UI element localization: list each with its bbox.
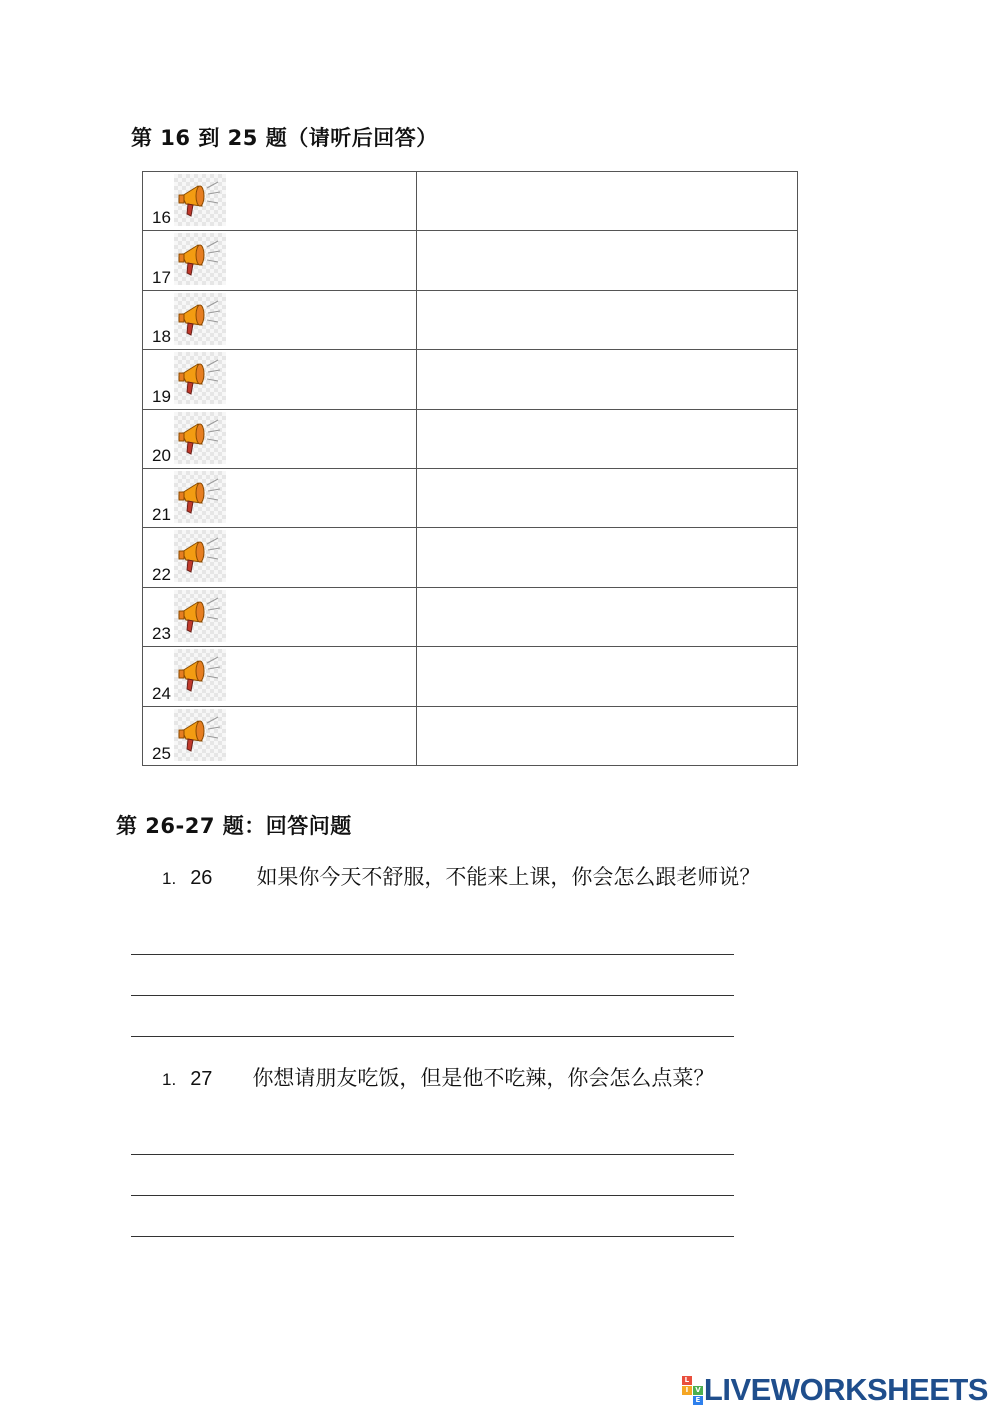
answer-line-27-2[interactable] [131,1195,734,1196]
megaphone-icon [174,412,226,464]
section-title-26-27: 第 26-27 题：回答问题 [116,814,352,838]
table-row [143,172,797,231]
play-audio-button[interactable] [174,649,226,701]
question-no: 27 [190,1068,213,1090]
megaphone-icon [174,649,226,701]
table-row [143,469,797,528]
question-index: 1. [162,1070,177,1089]
audio-cell [143,469,417,527]
audio-cell [143,588,417,646]
section-title-16-25: 第 16 到 25 题（请听后回答） [131,126,438,150]
question-number: 19 [152,386,171,406]
answer-line-26-2[interactable] [131,995,734,996]
logo-spacer [693,1376,703,1385]
logo-letter-block: V [693,1386,703,1395]
answer-line-27-1[interactable] [131,1154,734,1155]
play-audio-button[interactable] [174,590,226,642]
liveworksheets-logo-icon [682,1376,702,1404]
answer-cell[interactable] [417,410,797,468]
play-audio-button[interactable] [174,412,226,464]
answer-cell[interactable] [417,172,797,230]
play-audio-button[interactable] [174,233,226,285]
answer-cell[interactable] [417,707,797,766]
megaphone-icon [174,352,226,404]
play-audio-button[interactable] [174,530,226,582]
question-number: 24 [152,683,171,703]
question-number: 23 [152,624,171,644]
answer-cell[interactable] [417,647,797,705]
table-row [143,588,797,647]
question-text: 你想请朋友吃饭，但是他不吃辣，你会怎么点菜？ [252,1066,715,1090]
brand-name: LIVEWORKSHEETS [703,1372,988,1407]
megaphone-icon [174,471,226,523]
question-number: 25 [152,743,171,763]
logo-letter-block: L [682,1376,692,1385]
answer-cell[interactable] [417,588,797,646]
play-audio-button[interactable] [174,471,226,523]
answer-cell[interactable] [417,469,797,527]
play-audio-button[interactable] [174,352,226,404]
table-row [143,231,797,290]
logo-spacer [682,1396,692,1405]
audio-cell [143,350,417,408]
question-number [162,866,212,890]
table-row [143,707,797,766]
answer-line-26-3[interactable] [131,1036,734,1037]
table-row [143,291,797,350]
audio-cell [143,291,417,349]
question-26 [162,861,760,891]
table-row [143,410,797,469]
listening-table [142,171,798,766]
audio-cell [143,410,417,468]
audio-cell [143,231,417,289]
question-number: 21 [152,505,171,525]
question-number: 18 [152,327,171,347]
question-index: 1. [162,869,177,888]
audio-cell [143,707,417,766]
play-audio-button[interactable] [174,293,226,345]
audio-cell [143,528,417,586]
table-row [143,350,797,409]
logo-letter-block: I [682,1386,692,1395]
megaphone-icon [174,233,226,285]
answer-line-27-3[interactable] [131,1236,734,1237]
question-number: 16 [152,208,171,228]
question-27 [162,1062,714,1092]
megaphone-icon [174,293,226,345]
question-no: 26 [190,867,213,889]
answer-cell[interactable] [417,231,797,289]
table-row [143,528,797,587]
play-audio-button[interactable] [174,709,226,761]
megaphone-icon [174,709,226,761]
answer-cell[interactable] [417,350,797,408]
question-number: 20 [152,445,171,465]
answer-cell[interactable] [417,528,797,586]
question-number: 17 [152,267,171,287]
liveworksheets-brand [682,1373,988,1407]
audio-cell [143,172,417,230]
answer-line-26-1[interactable] [131,954,734,955]
answer-cell[interactable] [417,291,797,349]
megaphone-icon [174,530,226,582]
question-number [162,1067,212,1091]
megaphone-icon [174,174,226,226]
audio-cell [143,647,417,705]
table-row [143,647,797,706]
megaphone-icon [174,590,226,642]
logo-letter-block: E [693,1396,703,1405]
question-number: 22 [152,564,171,584]
question-text: 如果你今天不舒服，不能来上课，你会怎么跟老师说？ [256,865,761,889]
play-audio-button[interactable] [174,174,226,226]
